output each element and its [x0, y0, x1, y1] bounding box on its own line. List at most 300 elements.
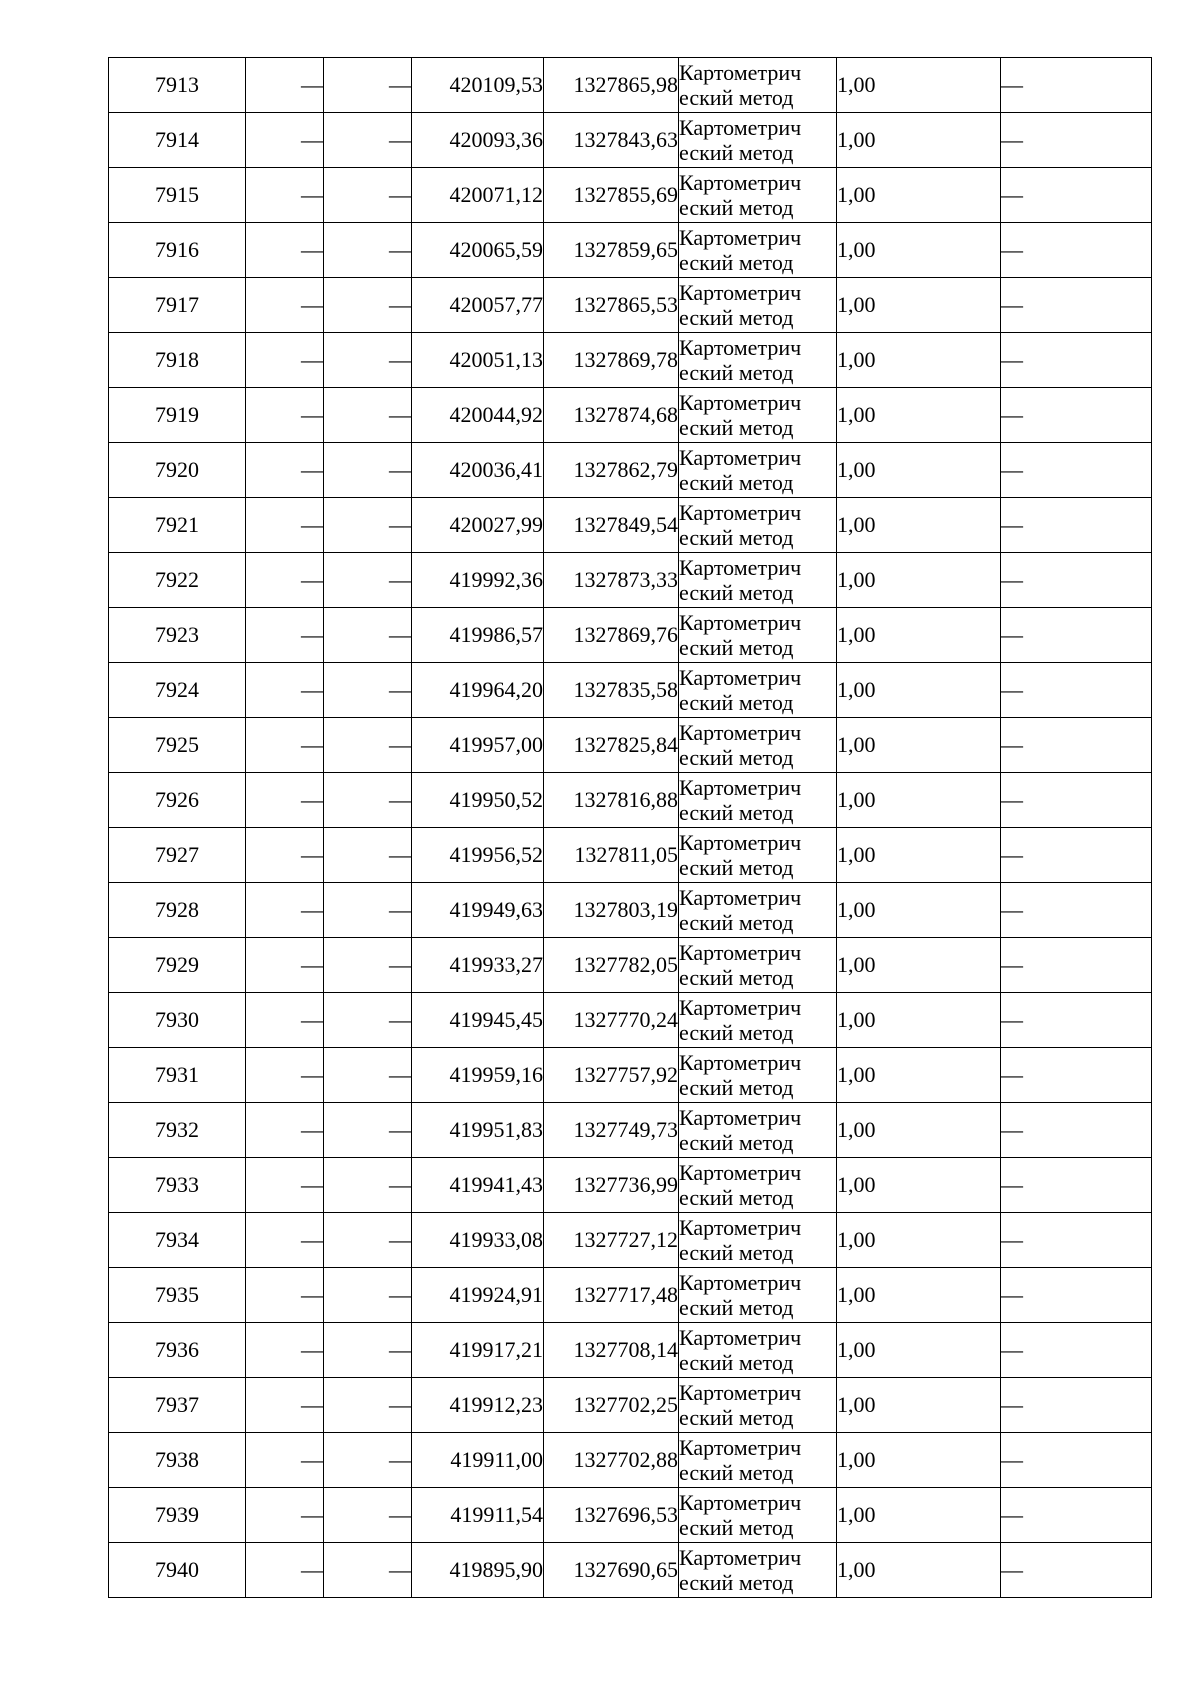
- method-text-line: еский метод: [679, 580, 794, 605]
- y-coordinate-cell: 1327690,65: [544, 1543, 679, 1598]
- method-cell: [679, 1213, 837, 1268]
- dash-cell: —: [1001, 1213, 1152, 1268]
- table-row: [109, 168, 1152, 223]
- dash-cell: —: [324, 1543, 412, 1598]
- dash-cell: —: [324, 443, 412, 498]
- accuracy-cell: 1,00: [837, 1543, 1001, 1598]
- x-coordinate-cell: 420109,53: [412, 58, 544, 113]
- x-coordinate-cell: 419911,00: [412, 1433, 544, 1488]
- dash-cell: —: [324, 498, 412, 553]
- method-text-line: Картометрич: [679, 884, 802, 910]
- dash-cell: —: [1001, 1433, 1152, 1488]
- method-cell: [679, 168, 837, 223]
- point-number-cell: 7920: [109, 443, 246, 498]
- point-number-cell: 7928: [109, 883, 246, 938]
- method-text-line: Картометрич: [679, 609, 802, 635]
- method-text-line: еский метод: [679, 690, 794, 715]
- y-coordinate-cell: 1327849,54: [544, 498, 679, 553]
- dash-cell: —: [1001, 1543, 1152, 1598]
- dash-cell: —: [246, 1323, 324, 1378]
- x-coordinate-cell: 419941,43: [412, 1158, 544, 1213]
- y-coordinate-cell: 1327816,88: [544, 773, 679, 828]
- point-number-cell: 7935: [109, 1268, 246, 1323]
- dash-cell: —: [324, 1103, 412, 1158]
- accuracy-cell: 1,00: [837, 773, 1001, 828]
- method-text-line: еский метод: [679, 1460, 794, 1485]
- dash-cell: —: [246, 1378, 324, 1433]
- table-row: [109, 663, 1152, 718]
- accuracy-cell: 1,00: [837, 1323, 1001, 1378]
- x-coordinate-cell: 420093,36: [412, 113, 544, 168]
- method-cell: [679, 1488, 837, 1543]
- table-row: [109, 938, 1152, 993]
- accuracy-cell: 1,00: [837, 1433, 1001, 1488]
- table-row: [109, 333, 1152, 388]
- x-coordinate-cell: 420051,13: [412, 333, 544, 388]
- dash-cell: —: [1001, 883, 1152, 938]
- method-text-line: Картометрич: [679, 1379, 802, 1405]
- dash-cell: —: [1001, 663, 1152, 718]
- table-row: [109, 1103, 1152, 1158]
- x-coordinate-cell: 419957,00: [412, 718, 544, 773]
- method-text-line: еский метод: [679, 360, 794, 385]
- method-cell: [679, 498, 837, 553]
- method-text-line: еский метод: [679, 800, 794, 825]
- method-cell: [679, 883, 837, 938]
- point-number-cell: 7936: [109, 1323, 246, 1378]
- accuracy-cell: 1,00: [837, 828, 1001, 883]
- method-text-line: Картометрич: [679, 1324, 802, 1350]
- accuracy-cell: 1,00: [837, 608, 1001, 663]
- y-coordinate-cell: 1327717,48: [544, 1268, 679, 1323]
- method-cell: [679, 388, 837, 443]
- point-number-cell: 7918: [109, 333, 246, 388]
- method-text-line: еский метод: [679, 305, 794, 330]
- method-cell: [679, 1048, 837, 1103]
- table-row: [109, 1488, 1152, 1543]
- method-cell: [679, 1268, 837, 1323]
- dash-cell: —: [1001, 993, 1152, 1048]
- method-cell: [679, 663, 837, 718]
- method-text-line: еский метод: [679, 85, 794, 110]
- y-coordinate-cell: 1327865,98: [544, 58, 679, 113]
- x-coordinate-cell: 419986,57: [412, 608, 544, 663]
- dash-cell: —: [324, 168, 412, 223]
- method-text-line: еский метод: [679, 140, 794, 165]
- x-coordinate-cell: 419956,52: [412, 828, 544, 883]
- method-text-line: еский метод: [679, 250, 794, 275]
- point-number-cell: 7938: [109, 1433, 246, 1488]
- method-cell: [679, 938, 837, 993]
- x-coordinate-cell: 419924,91: [412, 1268, 544, 1323]
- dash-cell: —: [246, 773, 324, 828]
- dash-cell: —: [1001, 498, 1152, 553]
- dash-cell: —: [324, 883, 412, 938]
- method-text-line: Картометрич: [679, 1049, 802, 1075]
- y-coordinate-cell: 1327770,24: [544, 993, 679, 1048]
- accuracy-cell: 1,00: [837, 223, 1001, 278]
- method-text-line: Картометрич: [679, 224, 802, 250]
- method-cell: [679, 773, 837, 828]
- method-text-line: Картометрич: [679, 334, 802, 360]
- dash-cell: —: [1001, 828, 1152, 883]
- point-number-cell: 7919: [109, 388, 246, 443]
- y-coordinate-cell: 1327869,76: [544, 608, 679, 663]
- method-text-line: еский метод: [679, 415, 794, 440]
- method-text-line: еский метод: [679, 635, 794, 660]
- accuracy-cell: 1,00: [837, 1048, 1001, 1103]
- dash-cell: —: [246, 938, 324, 993]
- method-cell: [679, 443, 837, 498]
- point-number-cell: 7924: [109, 663, 246, 718]
- point-number-cell: 7937: [109, 1378, 246, 1433]
- dash-cell: —: [324, 278, 412, 333]
- method-text-line: Картометрич: [679, 939, 802, 965]
- method-text-line: еский метод: [679, 855, 794, 880]
- table-row: [109, 1433, 1152, 1488]
- y-coordinate-cell: 1327811,05: [544, 828, 679, 883]
- table-row: [109, 113, 1152, 168]
- dash-cell: —: [324, 388, 412, 443]
- table-row: [109, 773, 1152, 828]
- dash-cell: —: [246, 663, 324, 718]
- y-coordinate-cell: 1327862,79: [544, 443, 679, 498]
- method-cell: [679, 333, 837, 388]
- dash-cell: —: [1001, 1323, 1152, 1378]
- method-text-line: еский метод: [679, 470, 794, 495]
- dash-cell: —: [1001, 443, 1152, 498]
- y-coordinate-cell: 1327869,78: [544, 333, 679, 388]
- x-coordinate-cell: 419945,45: [412, 993, 544, 1048]
- method-text-line: еский метод: [679, 195, 794, 220]
- point-number-cell: 7923: [109, 608, 246, 663]
- y-coordinate-cell: 1327859,65: [544, 223, 679, 278]
- method-text-line: Картометрич: [679, 114, 802, 140]
- x-coordinate-cell: 420057,77: [412, 278, 544, 333]
- accuracy-cell: 1,00: [837, 1268, 1001, 1323]
- x-coordinate-cell: 419959,16: [412, 1048, 544, 1103]
- dash-cell: —: [324, 938, 412, 993]
- dash-cell: —: [246, 1543, 324, 1598]
- table-row: [109, 828, 1152, 883]
- y-coordinate-cell: 1327843,63: [544, 113, 679, 168]
- accuracy-cell: 1,00: [837, 498, 1001, 553]
- dash-cell: —: [246, 58, 324, 113]
- method-cell: [679, 1433, 837, 1488]
- dash-cell: —: [324, 1378, 412, 1433]
- dash-cell: —: [246, 883, 324, 938]
- dash-cell: —: [324, 1488, 412, 1543]
- x-coordinate-cell: 419895,90: [412, 1543, 544, 1598]
- y-coordinate-cell: 1327736,99: [544, 1158, 679, 1213]
- table-row: [109, 278, 1152, 333]
- table-row: [109, 1048, 1152, 1103]
- method-text-line: еский метод: [679, 1405, 794, 1430]
- x-coordinate-cell: 420065,59: [412, 223, 544, 278]
- y-coordinate-cell: 1327803,19: [544, 883, 679, 938]
- accuracy-cell: 1,00: [837, 663, 1001, 718]
- point-number-cell: 7932: [109, 1103, 246, 1158]
- dash-cell: —: [1001, 278, 1152, 333]
- point-number-cell: 7929: [109, 938, 246, 993]
- dash-cell: —: [1001, 333, 1152, 388]
- table-row: [109, 1268, 1152, 1323]
- table-row: [109, 718, 1152, 773]
- dash-cell: —: [1001, 938, 1152, 993]
- dash-cell: —: [324, 663, 412, 718]
- dash-cell: —: [324, 608, 412, 663]
- method-text-line: Картометрич: [679, 169, 802, 195]
- x-coordinate-cell: 419933,27: [412, 938, 544, 993]
- point-number-cell: 7934: [109, 1213, 246, 1268]
- x-coordinate-cell: 419917,21: [412, 1323, 544, 1378]
- method-text-line: еский метод: [679, 745, 794, 770]
- accuracy-cell: 1,00: [837, 993, 1001, 1048]
- method-cell: [679, 1543, 837, 1598]
- table-row: [109, 498, 1152, 553]
- accuracy-cell: 1,00: [837, 1213, 1001, 1268]
- method-text-line: Картометрич: [679, 774, 802, 800]
- y-coordinate-cell: 1327696,53: [544, 1488, 679, 1543]
- y-coordinate-cell: 1327757,92: [544, 1048, 679, 1103]
- y-coordinate-cell: 1327855,69: [544, 168, 679, 223]
- method-text-line: еский метод: [679, 1130, 794, 1155]
- x-coordinate-cell: 420044,92: [412, 388, 544, 443]
- x-coordinate-cell: 419992,36: [412, 553, 544, 608]
- accuracy-cell: 1,00: [837, 553, 1001, 608]
- method-text-line: Картометрич: [679, 499, 802, 525]
- dash-cell: —: [324, 1433, 412, 1488]
- dash-cell: —: [324, 1048, 412, 1103]
- method-text-line: Картометрич: [679, 389, 802, 415]
- dash-cell: —: [246, 1158, 324, 1213]
- method-text-line: Картометрич: [679, 444, 802, 470]
- dash-cell: —: [1001, 388, 1152, 443]
- accuracy-cell: 1,00: [837, 333, 1001, 388]
- dash-cell: —: [246, 278, 324, 333]
- dash-cell: —: [246, 553, 324, 608]
- method-cell: [679, 1158, 837, 1213]
- dash-cell: —: [1001, 718, 1152, 773]
- method-cell: [679, 1103, 837, 1158]
- x-coordinate-cell: 419949,63: [412, 883, 544, 938]
- y-coordinate-cell: 1327865,53: [544, 278, 679, 333]
- dash-cell: —: [246, 333, 324, 388]
- dash-cell: —: [324, 718, 412, 773]
- accuracy-cell: 1,00: [837, 1103, 1001, 1158]
- dash-cell: —: [1001, 223, 1152, 278]
- method-text-line: еский метод: [679, 965, 794, 990]
- table-row: [109, 993, 1152, 1048]
- coordinates-table: [108, 57, 1152, 1598]
- accuracy-cell: 1,00: [837, 278, 1001, 333]
- point-number-cell: 7930: [109, 993, 246, 1048]
- method-cell: [679, 1323, 837, 1378]
- dash-cell: —: [246, 388, 324, 443]
- method-text-line: еский метод: [679, 1570, 794, 1595]
- dash-cell: —: [1001, 113, 1152, 168]
- dash-cell: —: [1001, 1048, 1152, 1103]
- y-coordinate-cell: 1327727,12: [544, 1213, 679, 1268]
- dash-cell: —: [324, 1323, 412, 1378]
- method-cell: [679, 993, 837, 1048]
- dash-cell: —: [1001, 58, 1152, 113]
- accuracy-cell: 1,00: [837, 1158, 1001, 1213]
- point-number-cell: 7917: [109, 278, 246, 333]
- table-row: [109, 388, 1152, 443]
- method-text-line: Картометрич: [679, 664, 802, 690]
- method-text-line: Картометрич: [679, 279, 802, 305]
- dash-cell: —: [324, 223, 412, 278]
- dash-cell: —: [1001, 1488, 1152, 1543]
- dash-cell: —: [246, 718, 324, 773]
- point-number-cell: 7925: [109, 718, 246, 773]
- y-coordinate-cell: 1327874,68: [544, 388, 679, 443]
- dash-cell: —: [246, 1268, 324, 1323]
- dash-cell: —: [1001, 1268, 1152, 1323]
- point-number-cell: 7913: [109, 58, 246, 113]
- y-coordinate-cell: 1327825,84: [544, 718, 679, 773]
- method-text-line: еский метод: [679, 1295, 794, 1320]
- y-coordinate-cell: 1327708,14: [544, 1323, 679, 1378]
- dash-cell: —: [246, 1488, 324, 1543]
- method-text-line: еский метод: [679, 1240, 794, 1265]
- point-number-cell: 7939: [109, 1488, 246, 1543]
- x-coordinate-cell: 419912,23: [412, 1378, 544, 1433]
- method-text-line: еский метод: [679, 1350, 794, 1375]
- dash-cell: —: [324, 1158, 412, 1213]
- point-number-cell: 7921: [109, 498, 246, 553]
- accuracy-cell: 1,00: [837, 883, 1001, 938]
- method-cell: [679, 223, 837, 278]
- dash-cell: —: [324, 993, 412, 1048]
- accuracy-cell: 1,00: [837, 58, 1001, 113]
- method-text-line: Картометрич: [679, 1434, 802, 1460]
- accuracy-cell: 1,00: [837, 443, 1001, 498]
- method-cell: [679, 1378, 837, 1433]
- method-text-line: Картометрич: [679, 719, 802, 745]
- accuracy-cell: 1,00: [837, 1488, 1001, 1543]
- table-row: [109, 1323, 1152, 1378]
- dash-cell: —: [246, 498, 324, 553]
- dash-cell: —: [324, 1268, 412, 1323]
- method-text-line: еский метод: [679, 1515, 794, 1540]
- point-number-cell: 7926: [109, 773, 246, 828]
- method-cell: [679, 278, 837, 333]
- accuracy-cell: 1,00: [837, 168, 1001, 223]
- dash-cell: —: [246, 1103, 324, 1158]
- accuracy-cell: 1,00: [837, 1378, 1001, 1433]
- method-text-line: Картометрич: [679, 1104, 802, 1130]
- table-row: [109, 1378, 1152, 1433]
- table-row: [109, 1213, 1152, 1268]
- dash-cell: —: [1001, 168, 1152, 223]
- y-coordinate-cell: 1327702,88: [544, 1433, 679, 1488]
- point-number-cell: 7914: [109, 113, 246, 168]
- table-row: [109, 608, 1152, 663]
- point-number-cell: 7916: [109, 223, 246, 278]
- method-text-line: еский метод: [679, 1020, 794, 1045]
- accuracy-cell: 1,00: [837, 938, 1001, 993]
- dash-cell: —: [324, 113, 412, 168]
- table-row: [109, 1158, 1152, 1213]
- method-text-line: Картометрич: [679, 1159, 802, 1185]
- method-cell: [679, 608, 837, 663]
- method-text-line: Картометрич: [679, 994, 802, 1020]
- accuracy-cell: 1,00: [837, 113, 1001, 168]
- dash-cell: —: [246, 1048, 324, 1103]
- method-text-line: Картометрич: [679, 59, 802, 85]
- dash-cell: —: [1001, 1103, 1152, 1158]
- y-coordinate-cell: 1327782,05: [544, 938, 679, 993]
- method-text-line: Картометрич: [679, 1214, 802, 1240]
- y-coordinate-cell: 1327835,58: [544, 663, 679, 718]
- table-row: [109, 1543, 1152, 1598]
- dash-cell: —: [1001, 553, 1152, 608]
- method-text-line: еский метод: [679, 910, 794, 935]
- method-text-line: Картометрич: [679, 1544, 802, 1570]
- point-number-cell: 7940: [109, 1543, 246, 1598]
- method-text-line: еский метод: [679, 1185, 794, 1210]
- point-number-cell: 7915: [109, 168, 246, 223]
- method-text-line: еский метод: [679, 1075, 794, 1100]
- table-row: [109, 223, 1152, 278]
- dash-cell: —: [324, 333, 412, 388]
- method-cell: [679, 113, 837, 168]
- method-text-line: Картометрич: [679, 554, 802, 580]
- x-coordinate-cell: 419911,54: [412, 1488, 544, 1543]
- dash-cell: —: [246, 1213, 324, 1268]
- x-coordinate-cell: 420027,99: [412, 498, 544, 553]
- point-number-cell: 7933: [109, 1158, 246, 1213]
- method-cell: [679, 718, 837, 773]
- dash-cell: —: [324, 553, 412, 608]
- table-row: [109, 58, 1152, 113]
- table-row: [109, 883, 1152, 938]
- method-text-line: Картометрич: [679, 829, 802, 855]
- dash-cell: —: [246, 113, 324, 168]
- dash-cell: —: [1001, 608, 1152, 663]
- dash-cell: —: [246, 608, 324, 663]
- dash-cell: —: [1001, 1378, 1152, 1433]
- x-coordinate-cell: 419950,52: [412, 773, 544, 828]
- dash-cell: —: [1001, 773, 1152, 828]
- dash-cell: —: [324, 1213, 412, 1268]
- x-coordinate-cell: 419951,83: [412, 1103, 544, 1158]
- method-text-line: Картометрич: [679, 1269, 802, 1295]
- table-row: [109, 553, 1152, 608]
- method-cell: [679, 553, 837, 608]
- method-text-line: еский метод: [679, 525, 794, 550]
- method-cell: [679, 58, 837, 113]
- dash-cell: —: [324, 773, 412, 828]
- dash-cell: —: [324, 58, 412, 113]
- y-coordinate-cell: 1327873,33: [544, 553, 679, 608]
- x-coordinate-cell: 420036,41: [412, 443, 544, 498]
- accuracy-cell: 1,00: [837, 718, 1001, 773]
- dash-cell: —: [246, 1433, 324, 1488]
- point-number-cell: 7922: [109, 553, 246, 608]
- dash-cell: —: [246, 993, 324, 1048]
- dash-cell: —: [246, 828, 324, 883]
- dash-cell: —: [1001, 1158, 1152, 1213]
- method-cell: [679, 828, 837, 883]
- dash-cell: —: [246, 223, 324, 278]
- point-number-cell: 7927: [109, 828, 246, 883]
- coordinates-table-body: [109, 58, 1152, 1598]
- y-coordinate-cell: 1327702,25: [544, 1378, 679, 1433]
- dash-cell: —: [246, 168, 324, 223]
